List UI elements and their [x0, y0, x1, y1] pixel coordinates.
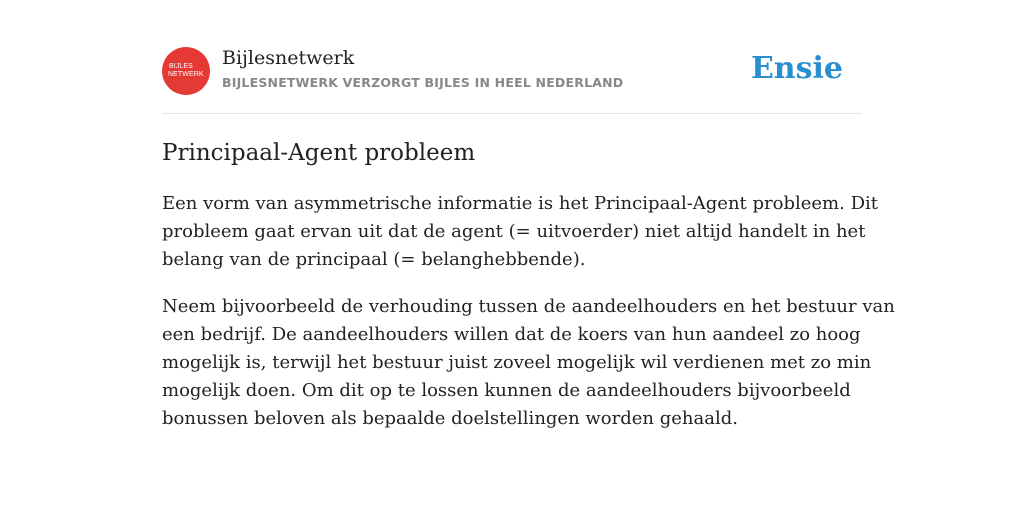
- article-paragraph: [162, 293, 895, 433]
- publisher-logo[interactable]: [162, 47, 210, 95]
- article-card: [162, 0, 895, 512]
- paragraph-line: belang van de principaal (= belanghebbende).: [162, 249, 586, 270]
- article-paragraph: [162, 190, 878, 274]
- paragraph-line: mogelijk is, terwijl het bestuur juist zoveel mogelijk wil verdienen met zo min: [162, 352, 872, 373]
- paragraph-line: probleem gaat ervan uit dat de agent (= uitvoerder) niet altijd handelt in het: [162, 221, 866, 242]
- publisher-name[interactable]: Bijlesnetwerk: [222, 47, 355, 69]
- paragraph-line: bonussen beloven als bepaalde doelstellingen worden gehaald.: [162, 408, 738, 429]
- publisher-tagline: BIJLESNETWERK VERZORGT BIJLES IN HEEL NEDERLAND: [222, 75, 624, 90]
- paragraph-line: een bedrijf. De aandeelhouders willen dat de koers van hun aandeel zo hoog: [162, 324, 861, 345]
- article-header: [162, 0, 862, 114]
- paragraph-line: Neem bijvoorbeeld de verhouding tussen de aandeelhouders en het bestuur van: [162, 296, 895, 317]
- ensie-logo[interactable]: Ensie: [750, 51, 843, 86]
- paragraph-line: Een vorm van asymmetrische informatie is het Principaal-Agent probleem. Dit: [162, 193, 878, 214]
- publisher-logo-line2: NETWERK: [168, 71, 204, 78]
- paragraph-line: mogelijk doen. Om dit op te lossen kunnen de aandeelhouders bijvoorbeeld: [162, 380, 851, 401]
- publisher-logo-line1: BIJLES: [169, 63, 193, 70]
- article-title: Principaal-Agent probleem: [162, 140, 476, 166]
